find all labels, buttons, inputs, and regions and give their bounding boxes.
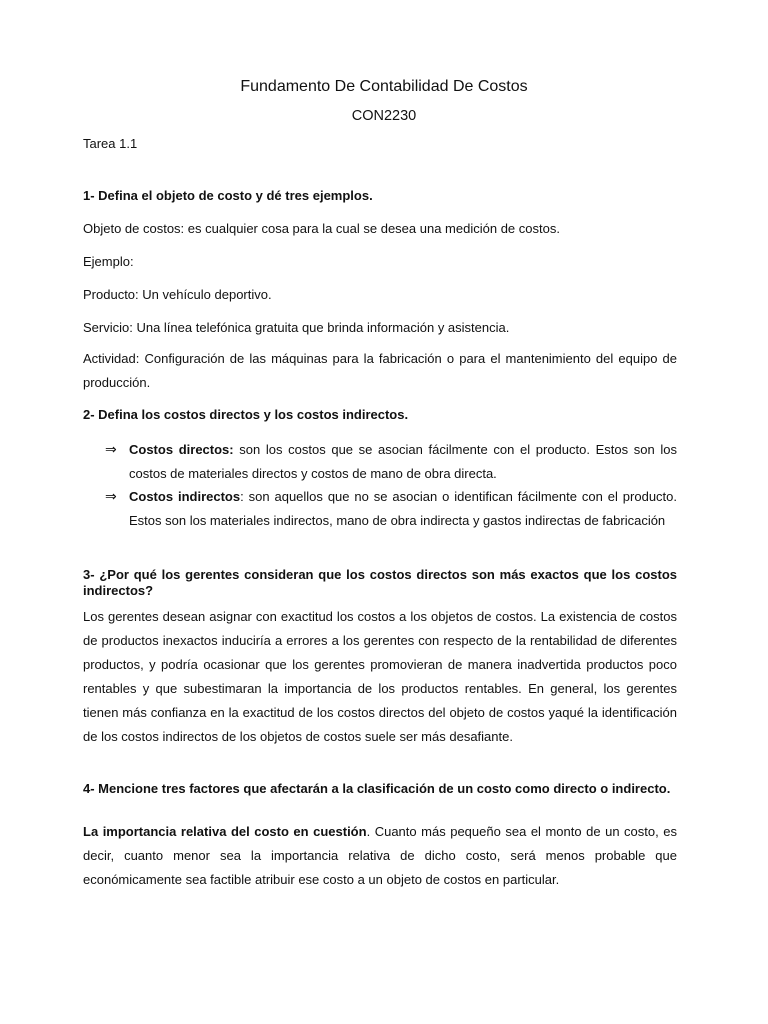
arrow-bullet-icon: ⇒ [105,488,117,504]
bullet-description: son los costos que se asocian fácilmente con el producto. Estos son los costos de materiales directos y costos de mano de obra directa. [129,442,677,481]
question-1-heading: 1- Defina el objeto de costo y dé tres ejemplos. [83,188,373,203]
cost-object-definition: Objeto de costos: es cualquier cosa para la cual se desea una medición de costos. [83,221,560,236]
question-3-answer: Los gerentes desean asignar con exactitud los costos a los objetos de costos. La existencia de costos de productos inexactos induciría a errores a los gerentes con respecto de la rentabilidad de diferentes productos, y podría ocasionar que los gerentes promovieran de manera inadvertida productos poco rentables y que subestimaran la importancia de los productos rentables. En general, los gerentes tienen más confianza en la exactitud de los costos directos del objeto de costos yaqué la identificación de los costos indirectos de los objetos de costos suele ser más desafiante. [83,609,677,745]
arrow-bullet-icon: ⇒ [105,441,117,457]
example-service: Servicio: Una línea telefónica gratuita que brinda información y asistencia. [83,320,510,335]
bullet-description: : son aquellos que no se asocian o identifican fácilmente con el producto. Estos son los materiales indirectos, mano de obra indirecta y gastos indirectas de fabricación [129,489,677,528]
bullet-text [129,485,677,532]
bullet-term: Costos indirectos [129,489,241,504]
example-product: Producto: Un vehículo deportivo. [83,287,272,302]
question-3-heading: 3- ¿Por qué los gerentes consideran que los costos directos son más exactos que los costos indirectos? [83,567,677,598]
bullet-term: Costos directos: [129,442,234,457]
question-4-heading: 4- Mencione tres factores que afectarán a la clasificación de un costo como directo o indirecto. [83,781,671,796]
example-activity: Actividad: Configuración de las máquinas para la fabricación o para el mantenimiento del equipo de producción. [83,351,677,391]
document-title: Fundamento De Contabilidad De Costos [240,78,528,95]
question-2-heading: 2- Defina los costos directos y los costos indirectos. [83,407,409,422]
factor-description: . Cuanto más pequeño sea el monto de un costo, es decir, cuanto menor sea la importancia relativa de dicho costo, será menos probable que económicamente sea factible atribuir ese costo a un objeto de costos en particular. [83,824,677,888]
bullet-text [129,438,677,485]
course-code: CON2230 [351,108,417,124]
example-label: Ejemplo: [83,254,134,269]
question-4-answer [83,820,677,892]
factor-title: La importancia relativa del costo en cuestión [83,824,367,839]
task-label: Tarea 1.1 [83,136,138,151]
